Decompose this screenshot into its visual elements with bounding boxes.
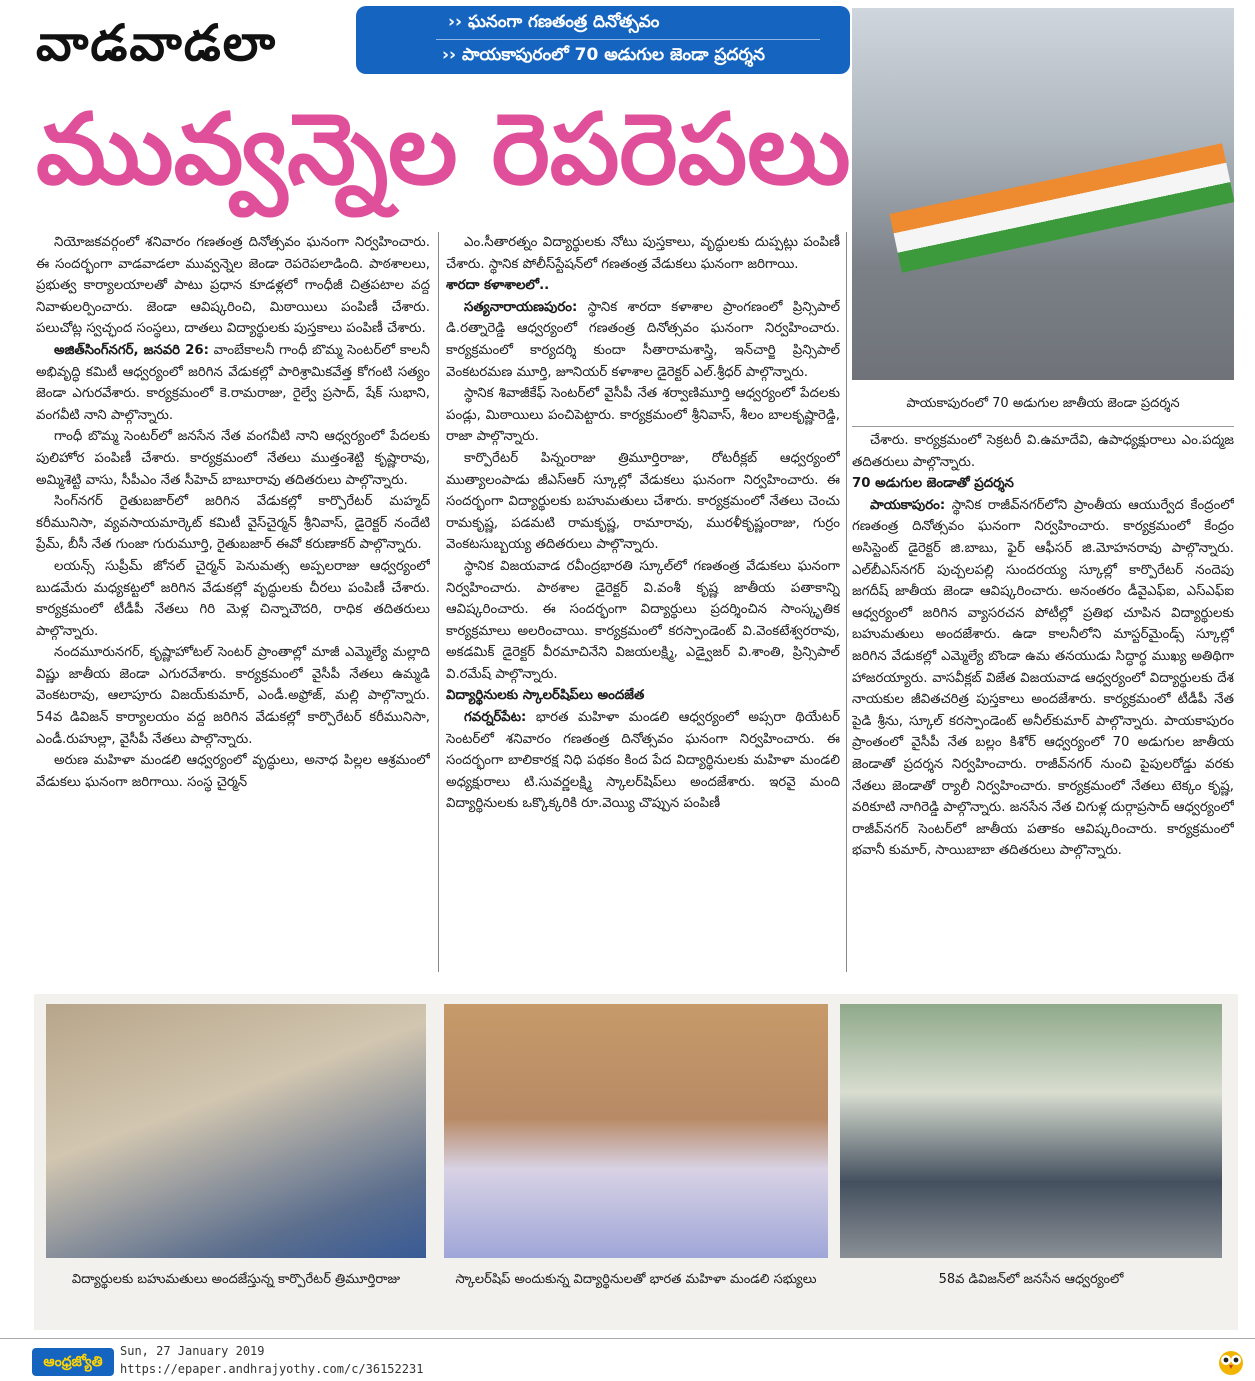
- paragraph-text: చేశారు. కార్యక్రమంలో సెక్రటరీ వి.ఉమాదేవి, ఉపాధ్యక్షురాలు ఎం.పద్మజ తదితరులు పాల్గొన్నారు.: [852, 433, 1234, 470]
- epaper-url[interactable]: https://epaper.andhrajyothy.com/c/36152231: [120, 1362, 424, 1376]
- paragraph-text: లయన్స్ సుప్రీమ్ జోనల్ చైర్మన్ పెనుమత్స అప్పలరాజు ఆధ్వర్యంలో బుడమేరు మధ్యకట్టలో జరిగిన వేడుకల్లో వృద్ధులకు చీరలు పంపిణీ చేశారు. కార్యక్రమంలో టీడీపీ నేతలు గిరి మెళ్ల చిన్నాచౌదరి, రాధిక తదితరులు పాల్గొన్నారు.: [36, 558, 430, 639]
- article-paragraph: [36, 556, 430, 642]
- footer-divider: [0, 1338, 1255, 1339]
- dateline: సత్యనారాయణపురం:: [464, 299, 578, 315]
- article-paragraph: [446, 232, 840, 275]
- article-paragraph: [852, 430, 1234, 473]
- paragraph-text: ఎం.సీతారత్నం విద్యార్థులకు నోటు పుస్తకాలు, వృద్ధులకు దుప్పట్లు పంపిణీ చేశారు. స్థానిక పోలీస్‌స్టేషన్‌లో గణతంత్ర వేడుకలు ఘనంగా జరిగాయి.: [446, 235, 840, 272]
- paragraph-text: స్థానిక శారదా కళాశాల ప్రాంగణంలో ప్రిన్సిపాల్ డి.రత్నారెడ్డి ఆధ్వర్యంలో గణతంత్ర దినోత్సవం ఘనంగా నిర్వహించారు. కార్యక్రమంలో కార్యదర్శి కుందా సీతారామశాస్త్రి, ఇన్‌చార్జి ప్రిన్సిపాల్ వెంకటరమణ మూర్తి, జూనియర్ కళాశాల డైరెక్టర్ ఎల్.శ్రీధర్ పాల్గొన్నారు.: [446, 299, 840, 380]
- paragraph-text: సింగ్‌నగర్ రైతుబజార్‌లో జరిగిన వేడుకల్లో కార్పొరేటర్ మహ్మద్ కరీమునిసా, వ్యవసాయమార్కెట్ కమిటీ వైస్‌చైర్మన్ శ్రీనివాస్, డైరెక్టర్ నందేటి ప్రేమ్, బీసీ నేత గుంజా గురుమూర్తి, రైతుబజార్ ఈవో కరుణాకర్ పాల్గొన్నారు.: [36, 494, 430, 553]
- column-divider: [438, 232, 439, 972]
- section-subheading: విద్యార్థినులకు స్కాలర్‌షిప్‌లు అందజేత: [446, 688, 645, 704]
- article-paragraph: [446, 556, 840, 686]
- photo-caption: స్కాలర్‌షిప్ అందుకున్న విద్యార్థినులతో భారత మహిళా మండలి సభ్యులు: [455, 1272, 817, 1287]
- prize-distribution-photo: [46, 1004, 426, 1258]
- article-paragraph: [852, 495, 1234, 862]
- paragraph-text: స్థానిక రాజీవ్‌నగర్‌లోని ప్రాంతీయ ఆయుర్వేద కేంద్రంలో గణతంత్ర దినోత్సవం ఘనంగా నిర్వహించారు. కార్యక్రమంలో కేంద్రం అసిస్టెంట్ డైరెక్టర్ జి.బాబు, ఫైర్ ఆఫీసర్ జి.మోహనరావు పాల్గొన్నారు. ఎల్‌బీఎస్‌నగర్ పుచ్చలపల్లి సుందరయ్య స్కూల్లో కార్పొరేటర్ నందెపు జగదీష్ జాతీయ జెండా ఆవిష్కరించారు. అనంతరం డీవైఎఫ్ఐ, ఎస్ఎఫ్ఐ ఆధ్వర్యంలో జరిగిన వ్యాసరచన పోటీల్లో ప్రతిభ చూపిన విద్యార్థులకు బహుమతులు అందజేశారు. ఉడా కాలనీలోని మాస్టర్‌మైండ్స్ స్కూల్లో జరిగిన వేడుకల్లో ఎమ్మెల్యే బొండా ఉమ తనయుడు సిద్ధార్థ ముఖ్య అతిథిగా హాజరయ్యారు. వాసవీక్లబ్ విజేత విజయవాడ ఆధ్వర్యంలో విద్యార్థులకు దేశ నాయకుల జీవితచరిత్ర పుస్తకాలు అందజేశారు. కార్యక్రమంలో టీడీపీ నేత పైడి శ్రీను, స్కూల్ కరస్పాండెంట్ అనీల్‌కుమార్ పాల్గొన్నారు. పాయకాపురం ప్రాంతంలో వైసీపీ నేత బల్లం కిశోర్ ఆధ్వర్యంలో 70 అడుగుల జాతీయ జెండాతో ప్రదర్శన నిర్వహించారు. రాజీవ్‌నగర్ నుంచి పైపులరోడ్డు వరకు నేతలు జెండాతో ర్యాలీ నిర్వహించారు. కార్యక్రమంలో నేతలు టెక్కం కృష్ణ, వరికూటి నాగిరెడ్డి పాల్గొన్నారు. జనసేన నేత చిగుళ్ల దుర్గాప్రసాద్ ఆధ్వర్యంలో రాజీవ్‌నగర్ సెంటర్‌లో జాతీయ పతాకం ఆవిష్కరించారు. కార్యక్రమంలో భవానీ కుమార్, సాయిబాబా తదితరులు పాల్గొన్నారు.: [852, 497, 1234, 859]
- edition-date: Sun, 27 January 2019: [120, 1344, 265, 1358]
- article-paragraph: [36, 426, 430, 491]
- tricolor-flag-graphic: [889, 143, 1234, 272]
- article-paragraph: [36, 491, 430, 556]
- paragraph-text: స్థానిక శివాజీకేఫ్ సెంటర్‌లో వైసీపీ నేత శర్వాణిమూర్తి ఆధ్వర్యంలో పేదలకు పండ్లు, మిఠాయిలు పంచిపెట్టారు. కార్యక్రమంలో శ్రీనివాస్, శీలం బాలకృష్ణారెడ్డి, రాజా పాల్గొన్నారు.: [446, 386, 840, 445]
- photo-caption: విద్యార్థులకు బహుమతులు అందజేస్తున్న కార్పొరేటర్ త్రిమూర్తిరాజు: [71, 1272, 401, 1287]
- main-headline: మువ్వన్నెల రెపరెపలు: [36, 93, 851, 207]
- article-paragraph: [36, 232, 430, 340]
- article-paragraph: [446, 707, 840, 815]
- banner-line-2: ›› పాయకాపురంలో 70 అడుగుల జెండా ప్రదర్శన: [442, 45, 765, 65]
- double-chevron-icon: ››: [442, 45, 462, 65]
- paragraph-text: భారత మహిళా మండలి ఆధ్వర్యంలో అప్సరా థియేటర్ సెంటర్‌లో శనివారం గణతంత్ర దినోత్సవం ఘనంగా నిర్వహించారు. ఈ సందర్భంగా బాలికారక్ష నిధి పథకం కింద పేద విద్యార్థినులకు మహిళా మండలి అధ్యక్షురాలు టి.సువర్ణలక్ష్మి స్కాలర్‌షిప్‌లు అందజేశారు. ఇరవై మంది విద్యార్థినులకు ఒక్కొక్కరికి రూ.వెయ్యి చొప్పున పంపిణీ: [446, 710, 840, 812]
- article-paragraph: [36, 642, 430, 750]
- dateline: పాయకాపురం:: [870, 497, 946, 513]
- article-column-2: [446, 232, 840, 972]
- article-column-3: [852, 430, 1234, 990]
- article-paragraph: [446, 448, 840, 556]
- paragraph-text: వాంబేకాలనీ గాంధీ బొమ్మ సెంటర్‌లో కాలనీ అభివృద్ధి కమిటీ ఆధ్వర్యంలో జరిగిన వేడుకల్లో పారిశ్రామికవేత్త కోగంటి సత్యం జెండా ఎగురవేశారు. కార్యక్రమంలో కె.రామరాజు, రైల్వే ప్రసాద్, షేక్ సుభాని, వంగవీటి నాని పాల్గొన్నారు.: [36, 342, 430, 423]
- photo-caption: 58వ డివిజన్‌లో జనసేన ఆధ్వర్యంలో: [938, 1272, 1124, 1287]
- paragraph-text: నియోజకవర్గంలో శనివారం గణతంత్ర దినోత్సవం ఘనంగా నిర్వహించారు. ఈ సందర్భంగా వాడవాడలా మువ్వన్నెల జెండా రెపరెపలాడింది. పాఠశాలలు, ప్రభుత్వ కార్యాలయాలతో పాటు ప్రధాన కూడళ్లలో గాంధీజీ చిత్రపటాల వద్ద నివాళులర్పించారు. జెండా ఆవిష్కరించి, మిఠాయిలు పంపిణీ చేశారు. పలుచోట్ల స్వచ్ఛంద సంస్థలు, దాతలు విద్యార్థులకు పుస్తకాలు పంపిణీ చేశారు.: [36, 235, 430, 337]
- paragraph-text: అరుణ మహిళా మండలి ఆధ్వర్యంలో వృద్ధులు, అనాధ పిల్లల ఆశ్రమంలో వేడుకలు ఘనంగా జరిగాయి. సంస్థ చైర్మన్: [36, 753, 430, 790]
- paragraph-text: కార్పొరేటర్ పిన్నంరాజు త్రిమూర్తిరాజు, రోటరీక్లబ్ ఆధ్వర్యంలో ముత్యాలంపాడు జీఎస్ఆర్ స్కూల్లో వేడుకలు ఘనంగా నిర్వహించారు. ఈ సందర్భంగా విద్యార్థులకు బహుమతులు చేశారు. కార్యక్రమంలో నేతలు చెంచు రామకృష్ణ, పడమటి రామకృష్ణ, రామారావు, మురళీకృష్ణంరాజు, గుర్రం వెంకటసుబ్బయ్య తదితరులు పాల్గొన్నారు.: [446, 450, 840, 553]
- footer-meta: [120, 1342, 423, 1378]
- article-paragraph: [36, 340, 430, 426]
- double-chevron-icon: ››: [448, 12, 468, 32]
- paragraph-text: గాంధీ బొమ్మ సెంటర్‌లో జనసేన నేత వంగవీటి నాని ఆధ్వర్యంలో పేదలకు పులిహోర పంపిణీ చేశారు. కార్యక్రమంలో నేతలు ముత్తంశెట్టి కృష్ణారావు, అమ్మిశెట్టి వాసు, సీపీఎం నేత సీహెచ్ బాబూరావు తదితరులు పాల్గొన్నారు.: [36, 429, 430, 488]
- article-column-1: [36, 232, 430, 972]
- paragraph-text: స్థానిక విజయవాడ రవీంద్రభారతి స్కూల్‌లో గణతంత్ర వేడుకలు ఘనంగా నిర్వహించారు. పాఠశాల డైరెక్టర్ వి.వంశీ కృష్ణ జాతీయ పతాకాన్ని ఆవిష్కరించారు. ఈ సందర్భంగా విద్యార్థులు ప్రదర్శించిన సాంస్కృతిక కార్యక్రమాలు అలరించాయి. కార్యక్రమంలో కరస్పాండెంట్ వి.వెంకటేశ్వరరావు, అకడమిక్ డైరెక్టర్ వీరమాచినేని విజయలక్ష్మి, ఎడ్వైజర్ వి.శాంతి, ప్రిన్సిపాల్ వి.రమేష్ పాల్గొన్నారు.: [446, 558, 840, 682]
- article-paragraph: [36, 750, 430, 793]
- owl-mascot-icon: [1216, 1346, 1246, 1376]
- janasena-group-photo: [840, 1004, 1222, 1258]
- dateline: అజిత్‌సింగ్‌నగర్, జనవరి 26:: [54, 342, 209, 358]
- banner-divider: [436, 39, 820, 40]
- column-divider: [846, 232, 847, 972]
- headline-banner: [356, 6, 850, 74]
- flag-rally-photo: [852, 8, 1234, 380]
- newspaper-logo[interactable]: ఆంధ్రజ్యోతి: [32, 1348, 114, 1376]
- top-photo-caption: పాయకాపురంలో 70 అడుగుల జాతీయ జెండా ప్రదర్శన: [852, 382, 1234, 427]
- scholarship-group-photo: [444, 1004, 828, 1258]
- dateline: గవర్నర్‌పేట:: [464, 710, 527, 726]
- section-subheading: 70 అడుగుల జెండాతో ప్రదర్శన: [852, 476, 1014, 492]
- section-subheading: శారదా కళాశాలలో..: [446, 278, 550, 294]
- banner-line-1: ›› ఘనంగా గణతంత్ర దినోత్సవం: [448, 12, 660, 32]
- article-paragraph: [446, 297, 840, 383]
- paragraph-text: నందమూరునగర్, కృష్ణాహోటల్ సెంటర్ ప్రాంతాల్లో మాజీ ఎమ్మెల్యే మల్లాది విష్ణు జాతీయ జెండా ఎగురవేశారు. కార్యక్రమంలో వైసీపీ నేతలు ఉమ్మడి వెంకటరావు, ఆలాపూరు విజయ్‌కుమార్, ఎండీ.అఫ్రోజ్, మల్లి పాల్గొన్నారు. 54వ డివిజన్ కార్యాలయం వద్ద జరిగిన వేడుకల్లో కార్పొరేటర్ కరీమునిసా, ఎండీ.రుహుల్లా, వైసీపీ నేతలు పాల్గొన్నారు.: [36, 645, 430, 747]
- article-paragraph: [446, 383, 840, 448]
- kicker-heading: వాడవాడలా: [36, 14, 278, 72]
